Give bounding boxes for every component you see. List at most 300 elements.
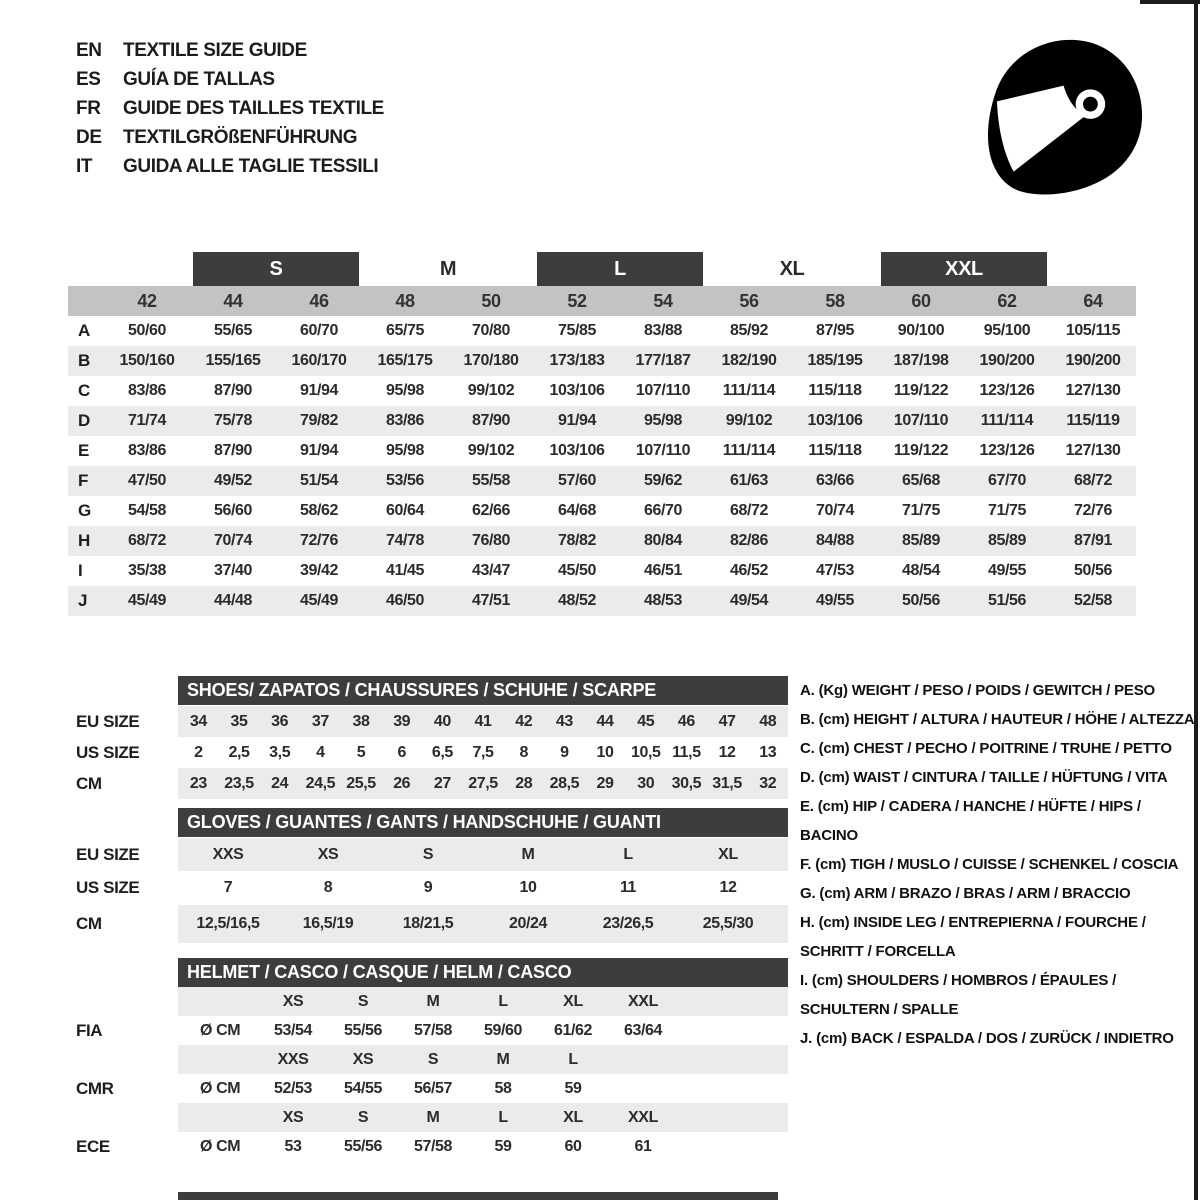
textile-cell: 43/47 <box>471 562 511 579</box>
shoes-cell: 6 <box>397 743 406 761</box>
measurement-letter: D <box>68 406 104 436</box>
shoes-cell: 28,5 <box>549 774 580 792</box>
size-column-header: 46 <box>276 286 362 316</box>
size-group-l: L <box>537 252 703 286</box>
helmet-value: 53/54 <box>273 1021 313 1039</box>
gloves-row <box>76 871 788 905</box>
gloves-cell: XL <box>718 845 738 863</box>
measurement-letter: C <box>78 381 90 400</box>
textile-cell: 173/183 <box>534 346 620 376</box>
language-code: DE <box>76 126 102 148</box>
textile-cell: 35/38 <box>127 562 167 579</box>
textile-cell: 123/126 <box>979 442 1035 459</box>
language-label: GUIDE DES TAILLES TEXTILE <box>123 97 384 119</box>
measurement-letter: I <box>78 561 83 580</box>
shoes-cell: 10 <box>596 743 614 761</box>
measurement-letter: J <box>68 586 104 616</box>
measurement-letter: H <box>68 526 104 556</box>
shoes-cell: 26 <box>393 774 411 792</box>
language-row <box>76 65 384 94</box>
helmet-value: 57/58 <box>413 1021 453 1039</box>
textile-cell: 58/62 <box>299 502 339 519</box>
shoes-cell: 45 <box>637 712 655 730</box>
size-group-m: M <box>439 258 457 280</box>
textile-cell: 48/52 <box>534 586 620 616</box>
helmet-size-header-row <box>76 987 788 1016</box>
textile-row-d <box>68 406 1136 436</box>
textile-cell: 83/86 <box>127 442 167 459</box>
textile-cell: 50/56 <box>878 586 964 616</box>
textile-cell: 45/49 <box>104 586 190 616</box>
legend-item: H. (cm) INSIDE LEG / ENTREPIERNA / FOURCHE / SCHRITT / FORCELLA <box>800 914 1146 960</box>
helmet-size-header: L <box>568 1050 578 1068</box>
size-column-header: 54 <box>620 286 706 316</box>
legend-item: E. (cm) HIP / CADERA / HANCHE / HÜFTE / HIPS / BACINO <box>800 798 1141 844</box>
textile-cell: 182/190 <box>706 346 792 376</box>
gloves-cell: L <box>623 845 633 863</box>
textile-cell: 85/89 <box>878 526 964 556</box>
textile-cell: 115/118 <box>808 442 862 459</box>
helmet-diameter-unit: Ø CM <box>200 1137 241 1155</box>
gloves-row <box>76 838 788 871</box>
textile-cell: 68/72 <box>104 526 190 556</box>
shoes-cell: 30 <box>637 774 655 792</box>
textile-cell: 49/54 <box>706 586 792 616</box>
textile-cell: 50/60 <box>127 322 167 339</box>
textile-cell: 127/130 <box>1065 442 1121 459</box>
textile-cell: 57/60 <box>534 466 620 496</box>
shoes-cell: 47 <box>718 712 736 730</box>
helmet-value: 55/56 <box>343 1137 383 1155</box>
textile-cell: 119/122 <box>893 382 949 399</box>
textile-cell: 61/63 <box>706 466 792 496</box>
textile-cell: 54/58 <box>127 502 167 519</box>
textile-row-c <box>68 376 1136 406</box>
legend-item: C. (cm) CHEST / PECHO / POITRINE / TRUHE / PETTO <box>800 740 1172 757</box>
gloves-cell: 11 <box>619 879 637 896</box>
shoes-cell: 41 <box>474 712 492 730</box>
textile-cell: 103/106 <box>792 406 878 436</box>
helmet-value: 59 <box>494 1137 512 1155</box>
textile-cell: 107/110 <box>878 406 964 436</box>
shoes-cell: 5 <box>356 743 366 761</box>
shoes-cell: 46 <box>677 712 695 730</box>
textile-cell: 53/56 <box>362 466 448 496</box>
gloves-row <box>76 905 788 943</box>
textile-cell: 74/78 <box>362 526 448 556</box>
textile-cell: 45/50 <box>557 562 597 579</box>
shoes-cell: 8 <box>519 743 528 761</box>
shoes-cell: 32 <box>759 774 777 792</box>
textile-cell: 62/66 <box>471 502 511 519</box>
textile-cell: 75/85 <box>557 322 597 339</box>
gloves-cell: 12,5/16,5 <box>196 915 260 932</box>
legend-item: G. (cm) ARM / BRAZO / BRAS / ARM / BRACCIO <box>800 885 1131 902</box>
shoes-cell: 40 <box>433 712 451 730</box>
shoes-row-label: EU SIZE <box>76 711 140 731</box>
measurement-letter: F <box>68 466 104 496</box>
textile-cell: 107/110 <box>635 382 691 399</box>
shoes-cell: 3,5 <box>269 743 291 761</box>
shoes-cell: 23 <box>189 774 207 792</box>
language-row <box>76 94 384 123</box>
textile-cell: 52/58 <box>1050 586 1136 616</box>
size-column-header: 42 <box>104 286 190 316</box>
size-group-xl: XL <box>779 258 805 280</box>
helmet-value: 55/56 <box>343 1021 383 1039</box>
shoes-section <box>76 676 788 799</box>
shoes-title: SHOES/ ZAPATOS / CHAUSSURES / SCHUHE / SCARPE <box>178 676 788 705</box>
textile-cell: 87/90 <box>448 406 534 436</box>
textile-cell: 60/70 <box>299 322 339 339</box>
top-edge-line <box>1140 0 1200 4</box>
legend-item: B. (cm) HEIGHT / ALTURA / HAUTEUR / HÖHE / ALTEZZA <box>800 711 1195 728</box>
textile-row-i <box>68 556 1136 586</box>
size-column-header: 50 <box>448 286 534 316</box>
textile-cell: 60/64 <box>385 502 425 519</box>
textile-cell: 49/55 <box>987 562 1027 579</box>
textile-cell: 155/165 <box>190 346 276 376</box>
helmet-value: 54/55 <box>343 1079 383 1097</box>
textile-cell: 55/65 <box>213 322 253 339</box>
textile-cell: 91/94 <box>299 442 339 459</box>
textile-cell: 48/53 <box>620 586 706 616</box>
gloves-cell: 12 <box>719 879 737 896</box>
language-row <box>76 36 384 65</box>
shoes-cell: 27 <box>433 774 451 792</box>
textile-row-e <box>68 436 1136 466</box>
textile-cell: 46/52 <box>729 562 769 579</box>
textile-cell: 47/53 <box>815 562 855 579</box>
helmet-value: 57/58 <box>413 1137 453 1155</box>
gloves-cell: 7 <box>223 879 233 896</box>
textile-cell: 107/110 <box>635 442 691 459</box>
textile-row-g <box>68 496 1136 526</box>
textile-cell: 111/114 <box>722 442 776 459</box>
helmet-value-row <box>76 1016 788 1045</box>
helmet-size-header: M <box>496 1050 510 1068</box>
textile-cell: 95/100 <box>983 322 1031 339</box>
textile-cell: 150/160 <box>104 346 190 376</box>
textile-cell: 68/72 <box>1050 466 1136 496</box>
shoes-cell: 29 <box>596 774 614 792</box>
textile-cell: 70/80 <box>471 322 511 339</box>
shoes-cell: 7,5 <box>472 743 494 761</box>
measurement-letter: G <box>78 501 91 520</box>
textile-cell: 103/106 <box>549 382 605 399</box>
textile-size-table <box>68 250 1136 616</box>
textile-cell: 99/102 <box>467 442 515 459</box>
textile-cell: 111/114 <box>964 406 1050 436</box>
textile-cell: 37/40 <box>213 562 253 579</box>
shoes-cell: 2 <box>194 743 203 761</box>
helmet-value: 61 <box>634 1137 652 1155</box>
shoes-cell: 25,5 <box>346 774 376 792</box>
shoes-cell: 31,5 <box>712 774 742 792</box>
size-column-header: 60 <box>878 286 964 316</box>
textile-cell: 64/68 <box>557 502 597 519</box>
gloves-row-label: CM <box>76 914 102 933</box>
textile-cell: 83/86 <box>127 382 167 399</box>
textile-cell: 99/102 <box>706 406 792 436</box>
size-column-header: 56 <box>706 286 792 316</box>
shoes-cell: 42 <box>515 712 533 730</box>
helmet-diameter-unit: Ø CM <box>200 1021 241 1039</box>
shoes-cell: 30,5 <box>671 774 702 792</box>
helmet-value: 61/62 <box>553 1021 593 1039</box>
shoes-row <box>76 706 788 737</box>
textile-cell: 95/98 <box>385 382 425 399</box>
helmet-standard-name: CMR <box>76 1078 114 1098</box>
textile-cell: 115/119 <box>1050 406 1136 436</box>
textile-cell: 115/118 <box>808 382 862 399</box>
helmet-size-header: XXL <box>628 992 658 1010</box>
textile-cell: 76/80 <box>448 526 534 556</box>
textile-cell: 47/51 <box>448 586 534 616</box>
textile-cell: 67/70 <box>964 466 1050 496</box>
textile-cell: 44/48 <box>190 586 276 616</box>
shoes-cell: 12 <box>718 743 736 761</box>
helmet-size-header-row <box>76 1103 788 1132</box>
textile-cell: 48/54 <box>901 562 941 579</box>
helmet-size-header: M <box>426 1108 440 1126</box>
textile-cell: 177/187 <box>620 346 706 376</box>
textile-cell: 103/106 <box>549 442 605 459</box>
language-code: FR <box>76 97 101 119</box>
textile-cell: 190/200 <box>1050 346 1136 376</box>
shoes-cell: 27,5 <box>468 774 498 792</box>
textile-cell: 80/84 <box>620 526 706 556</box>
shoes-cell: 36 <box>271 712 289 730</box>
helmet-size-header: S <box>357 992 369 1010</box>
gloves-cell: 9 <box>423 879 433 896</box>
legend-item: F. (cm) TIGH / MUSLO / CUISSE / SCHENKEL / COSCIA <box>800 856 1179 873</box>
gloves-cell: S <box>422 845 434 863</box>
gloves-cell: 16,5/19 <box>302 915 354 932</box>
shoes-cell: 35 <box>230 712 248 730</box>
helmet-value-row <box>76 1074 788 1103</box>
shoes-cell: 37 <box>311 712 329 730</box>
helmet-size-header: XL <box>563 992 583 1010</box>
language-row <box>76 152 384 181</box>
language-label: GUIDA ALLE TAGLIE TESSILI <box>123 155 379 177</box>
shoes-row-label: US SIZE <box>76 742 140 762</box>
size-group-xxl: XXL <box>881 252 1047 286</box>
bottom-cutoff-bar <box>178 1192 778 1200</box>
shoes-cell: 24 <box>271 774 289 792</box>
textile-cell: 59/62 <box>620 466 706 496</box>
helmet-size-header: L <box>498 992 508 1010</box>
textile-cell: 51/54 <box>276 466 362 496</box>
shoes-cell: 2,5 <box>228 743 250 761</box>
gloves-cell: 18/21,5 <box>402 915 454 932</box>
shoes-cell: 48 <box>759 712 777 730</box>
helmet-value: 63/64 <box>623 1021 663 1039</box>
helmet-value: 56/57 <box>413 1079 453 1097</box>
textile-cell: 70/74 <box>815 502 855 519</box>
shoes-cell: 13 <box>759 743 777 761</box>
textile-cell: 65/75 <box>385 322 425 339</box>
language-title-block <box>76 36 384 181</box>
textile-cell: 72/76 <box>276 526 362 556</box>
shoes-cell: 24,5 <box>305 774 336 792</box>
helmet-size-header: XXL <box>628 1108 658 1126</box>
textile-cell: 90/100 <box>897 322 945 339</box>
legend-item: D. (cm) WAIST / CINTURA / TAILLE / HÜFTUNG / VITA <box>800 769 1168 786</box>
helmet-title: HELMET / CASCO / CASQUE / HELM / CASCO <box>178 958 788 987</box>
textile-row-f <box>68 466 1136 496</box>
shoes-cell: 9 <box>560 743 569 761</box>
helmet-diameter-unit: Ø CM <box>200 1079 241 1097</box>
size-column-header: 52 <box>534 286 620 316</box>
helmet-size-header: S <box>357 1108 369 1126</box>
shoes-cell: 44 <box>596 712 614 730</box>
gloves-cell: XXS <box>212 845 244 863</box>
measurement-legend <box>800 676 1200 1053</box>
gloves-cell: M <box>521 845 535 863</box>
shoes-cell: 4 <box>316 743 325 761</box>
shoes-row-label: CM <box>76 773 102 793</box>
shoes-cell: 38 <box>352 712 370 730</box>
textile-row-a <box>68 316 1136 346</box>
textile-cell: 95/98 <box>620 406 706 436</box>
textile-cell: 72/76 <box>1073 502 1113 519</box>
textile-cell: 41/45 <box>385 562 425 579</box>
language-code: ES <box>76 68 101 90</box>
textile-cell: 95/98 <box>385 442 425 459</box>
textile-cell: 39/42 <box>299 562 339 579</box>
measurement-letter: A <box>78 321 90 340</box>
helmet-size-header: M <box>426 992 440 1010</box>
size-column-header: 62 <box>964 286 1050 316</box>
textile-cell: 160/170 <box>276 346 362 376</box>
textile-cell: 105/115 <box>1065 322 1121 339</box>
helmet-standard-name: ECE <box>76 1136 110 1156</box>
textile-cell: 68/72 <box>729 502 769 519</box>
legend-item: J. (cm) BACK / ESPALDA / DOS / ZURÜCK / INDIETRO <box>800 1030 1174 1047</box>
textile-cell: 55/58 <box>448 466 534 496</box>
textile-cell: 85/89 <box>964 526 1050 556</box>
textile-cell: 91/94 <box>534 406 620 436</box>
shoes-cell: 6,5 <box>431 743 453 761</box>
shoes-cell: 10,5 <box>630 743 661 761</box>
gloves-title: GLOVES / GUANTES / GANTS / HANDSCHUHE / GUANTI <box>178 808 788 837</box>
gloves-cell: 8 <box>323 879 333 896</box>
textile-cell: 71/75 <box>901 502 941 519</box>
language-label: TEXTILE SIZE GUIDE <box>123 39 307 61</box>
textile-cell: 87/95 <box>815 322 855 339</box>
textile-cell: 78/82 <box>534 526 620 556</box>
gloves-cell: XS <box>317 845 339 863</box>
textile-cell: 127/130 <box>1065 382 1121 399</box>
gloves-cell: 20/24 <box>508 915 548 932</box>
textile-cell: 82/86 <box>706 526 792 556</box>
textile-cell: 46/51 <box>643 562 683 579</box>
gloves-cell: 25,5/30 <box>702 915 754 932</box>
helmet-value: 58 <box>494 1079 512 1097</box>
helmet-size-header: XS <box>282 1108 304 1126</box>
textile-cell: 71/75 <box>987 502 1027 519</box>
textile-cell: 85/92 <box>729 322 769 339</box>
textile-cell: 51/56 <box>964 586 1050 616</box>
textile-row-b <box>68 346 1136 376</box>
gloves-cell: 23/26,5 <box>602 915 654 932</box>
textile-cell: 49/52 <box>190 466 276 496</box>
textile-cell: 47/50 <box>104 466 190 496</box>
helmet-size-header: XS <box>282 992 304 1010</box>
textile-cell: 119/122 <box>893 442 949 459</box>
textile-cell: 79/82 <box>276 406 362 436</box>
helmet-value: 53 <box>284 1137 302 1155</box>
shoes-row <box>76 737 788 768</box>
shoes-cell: 43 <box>555 712 573 730</box>
shoes-cell: 34 <box>189 712 207 730</box>
size-column-header: 64 <box>1050 286 1136 316</box>
helmet-size-header: XXS <box>277 1050 309 1068</box>
size-column-header: 48 <box>362 286 448 316</box>
textile-cell: 70/74 <box>190 526 276 556</box>
textile-row-j <box>68 586 1136 616</box>
helmet-value: 59 <box>564 1079 582 1097</box>
textile-cell: 87/90 <box>213 442 253 459</box>
size-column-header: 44 <box>190 286 276 316</box>
textile-cell: 50/56 <box>1073 562 1113 579</box>
textile-cell: 170/180 <box>448 346 534 376</box>
textile-cell: 91/94 <box>299 382 339 399</box>
helmet-size-header: XL <box>563 1108 583 1126</box>
helmet-value: 59/60 <box>483 1021 523 1039</box>
textile-cell: 111/114 <box>722 382 776 399</box>
helmet-standard-name: FIA <box>76 1020 103 1040</box>
language-label: TEXTILGRÖßENFÜHRUNG <box>123 126 358 148</box>
language-label: GUÍA DE TALLAS <box>123 68 275 90</box>
legend-item: I. (cm) SHOULDERS / HOMBROS / ÉPAULES / SCHULTERN / SPALLE <box>800 972 1117 1018</box>
helmet-value: 52/53 <box>273 1079 313 1097</box>
helmet-size-header-row <box>76 1045 788 1074</box>
helmet-icon <box>972 28 1157 208</box>
textile-cell: 46/50 <box>362 586 448 616</box>
measurement-letter: B <box>68 346 104 376</box>
legend-item: A. (Kg) WEIGHT / PESO / POIDS / GEWITCH / PESO <box>800 682 1155 699</box>
textile-cell: 99/102 <box>467 382 515 399</box>
textile-cell: 87/91 <box>1050 526 1136 556</box>
gloves-cell: 10 <box>519 879 537 896</box>
size-group-s: S <box>193 252 359 286</box>
shoes-cell: 23,5 <box>224 774 254 792</box>
textile-cell: 75/78 <box>190 406 276 436</box>
helmet-size-header: S <box>427 1050 439 1068</box>
language-row <box>76 123 384 152</box>
textile-cell: 123/126 <box>979 382 1035 399</box>
helmet-value-row <box>76 1132 788 1161</box>
textile-row-h <box>68 526 1136 556</box>
measurement-letter: E <box>78 441 89 460</box>
shoes-cell: 39 <box>393 712 411 730</box>
textile-cell: 84/88 <box>792 526 878 556</box>
gloves-section <box>76 808 788 943</box>
language-code: EN <box>76 39 102 61</box>
shoes-row <box>76 768 788 799</box>
shoes-cell: 11,5 <box>672 743 701 761</box>
textile-cell: 45/49 <box>276 586 362 616</box>
shoes-cell: 28 <box>515 774 533 792</box>
textile-cell: 65/68 <box>878 466 964 496</box>
helmet-size-header: XS <box>352 1050 374 1068</box>
textile-cell: 83/88 <box>643 322 683 339</box>
textile-cell: 83/86 <box>362 406 448 436</box>
textile-cell: 187/198 <box>878 346 964 376</box>
helmet-section <box>76 958 788 1161</box>
